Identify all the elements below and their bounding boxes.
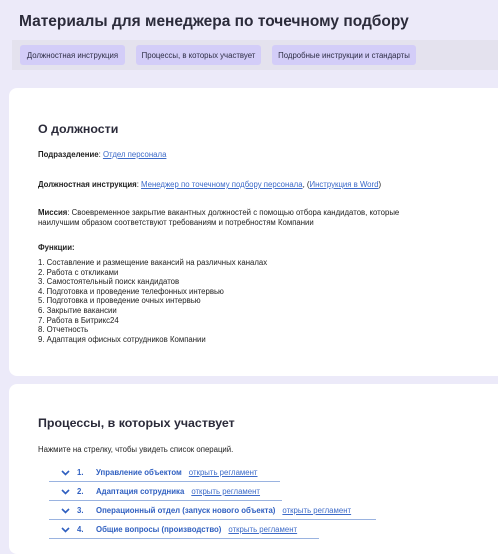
list-item: 3. Самостоятельный поиск кандидатов	[38, 277, 180, 287]
department-link[interactable]: Отдел персонала	[102, 150, 167, 159]
about-card	[9, 88, 498, 376]
list-item: 8. Отчетность	[38, 325, 89, 335]
chevron-down-icon[interactable]	[58, 508, 72, 514]
tab-processes[interactable]: Процессы, в которых участвует	[136, 45, 261, 65]
department-row: Подразделение: Отдел персонала	[38, 150, 167, 159]
list-item: 2. Работа с откликами	[38, 267, 119, 277]
chevron-down-icon[interactable]	[58, 489, 72, 495]
list-item: 5. Подготовка и проведение очных интервью	[38, 296, 201, 306]
tab-job-description[interactable]: Должностная инструкция	[20, 45, 125, 65]
process-name: Управление объектом	[96, 468, 182, 477]
process-row-3	[49, 502, 376, 520]
list-item: 9. Адаптация офисных сотрудников Компании	[38, 334, 206, 344]
functions-list	[38, 258, 267, 344]
open-regulation-link[interactable]: открыть регламент	[188, 468, 258, 477]
list-item: 7. Работа в Битрикс24	[38, 315, 119, 325]
processes-card	[9, 384, 498, 554]
instruction-label: Должностная инструкция	[38, 180, 137, 189]
processes-hint: Нажмите на стрелку, чтобы увидеть список операций.	[38, 445, 234, 454]
instruction-link[interactable]: Менеджер по точечному подбору персонала	[141, 180, 303, 189]
list-item: 1. Составление и размещение вакансий на различных каналах	[38, 258, 268, 267]
process-row-4	[49, 521, 319, 539]
process-name: Адаптация сотрудника	[96, 487, 185, 496]
process-number: 3.	[77, 506, 84, 515]
process-number: 4.	[77, 525, 84, 534]
tabs-bar	[12, 40, 498, 70]
list-item: 6. Закрытие вакансии	[38, 305, 117, 315]
instruction-word-link[interactable]: Инструкция в Word	[309, 180, 379, 189]
process-name: Общие вопросы (производство)	[96, 525, 222, 534]
process-row-2	[49, 483, 282, 501]
process-number: 2.	[77, 487, 84, 496]
process-number: 1.	[77, 468, 84, 477]
processes-heading: Процессы, в которых участвует	[38, 416, 235, 430]
mission-block: Миссия: Своевременное закрытие вакантных должностей с помощью отбора кандидатов, которые наилучшим образом соответствуют требованиям и потребностям Компании	[38, 208, 400, 227]
functions-label-row	[38, 243, 75, 253]
instruction-row: Должностная инструкция: Менеджер по точечному подбору персонала, (Инструкция в Word)	[38, 180, 382, 189]
list-item: 4. Подготовка и проведение телефонных интервью	[38, 286, 224, 296]
mission-text-line1: Своевременное закрытие вакантных должностей с помощью отбора кандидатов, которые	[71, 208, 400, 217]
open-regulation-link[interactable]: открыть регламент	[228, 525, 298, 534]
about-heading: О должности	[38, 122, 119, 136]
chevron-down-icon[interactable]	[58, 527, 72, 533]
mission-text-line2: наилучшим образом соответствуют требованиям и потребностям Компании	[38, 217, 314, 227]
tab-detailed-instructions[interactable]: Подробные инструкции и стандарты	[272, 45, 416, 65]
open-regulation-link[interactable]: открыть регламент	[282, 506, 352, 515]
process-name: Операционный отдел (запуск нового объекта)	[96, 506, 276, 515]
page-title: Материалы для менеджера по точечному подбору	[19, 13, 409, 30]
chevron-down-icon[interactable]	[58, 470, 72, 476]
department-label: Подразделение	[38, 150, 99, 159]
mission-label: Миссия	[38, 208, 68, 217]
open-regulation-link[interactable]: открыть регламент	[191, 487, 261, 496]
process-row-1	[49, 464, 280, 482]
functions-label: Функции:	[38, 243, 75, 252]
